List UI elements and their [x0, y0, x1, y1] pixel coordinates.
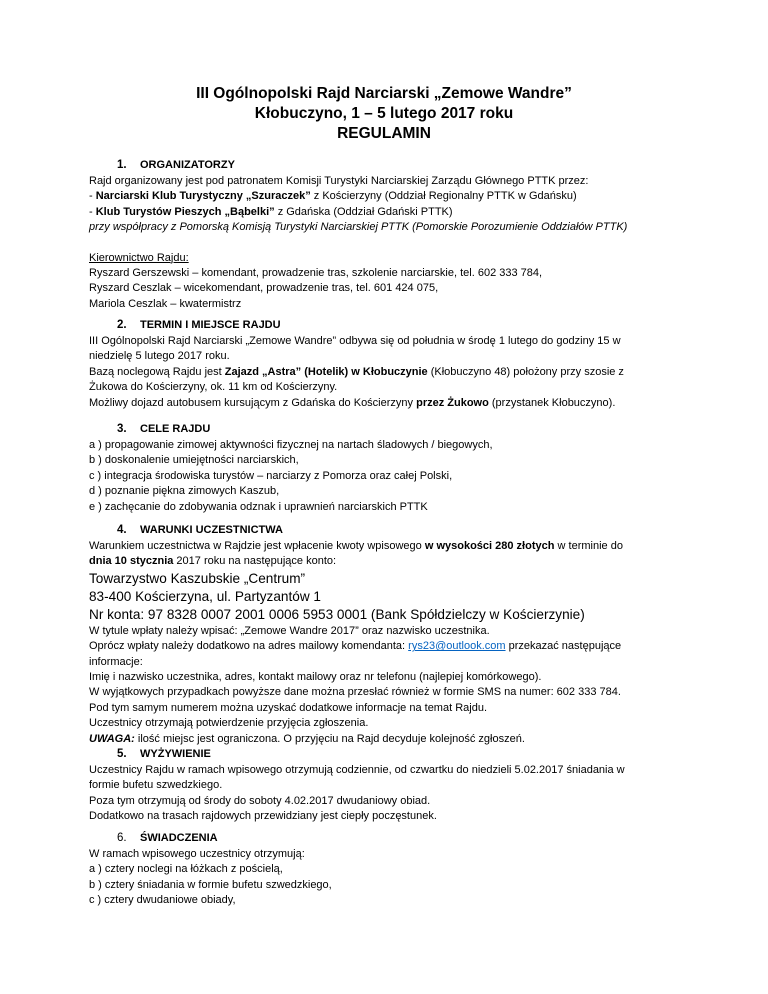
organizer-2: - Klub Turystów Pieszych „Bąbelki” z Gdańska (Oddział Gdański PTTK)	[89, 205, 453, 218]
organizer-1: - Narciarski Klub Turystyczny „Szuraczek” z Kościerzyny (Oddział Regionalny PTTK w Gdańsku)	[89, 190, 577, 203]
list-item: a ) propagowanie zimowej aktywności fizycznej na nartach śladowych / biegowych,	[89, 439, 493, 451]
list-item: c ) integracja środowiska turystów – narciarzy z Pomorza oraz całej Polski,	[89, 469, 453, 482]
paragraph: dnia 10 stycznia 2017 roku na następujące konto:	[89, 555, 337, 568]
management-line: Ryszard Ceszlak – wicekomendant, prowadzenie tras, tel. 601 424 075,	[89, 282, 439, 295]
title-line-2: Kłobuczyno, 1 – 5 lutego 2017 roku	[254, 105, 514, 122]
section-heading	[89, 316, 689, 334]
email-link[interactable]: rys23@outlook.com	[408, 640, 506, 653]
paragraph: Żukowa do Kościerzyny, ok. 11 km od Kościerzyny.	[89, 381, 338, 394]
section-heading	[89, 156, 689, 174]
list-item: e ) zachęcanie do zdobywania odznak i uprawnień narciarskich PTTK	[89, 500, 428, 513]
section-number: 1.	[117, 159, 127, 171]
paragraph: formie bufetu szwedzkiego.	[89, 779, 223, 792]
paragraph: W tytule wpłaty należy wpisać: „Zemowe Wandre 2017” oraz nazwisko uczestnika.	[89, 624, 490, 637]
section-number: 5.	[117, 748, 127, 760]
paragraph: informacje:	[89, 655, 143, 668]
paragraph: Rajd organizowany jest pod patronatem Komisji Turystyki Narciarskiej Zarządu Głównego PTTK przez:	[89, 175, 589, 187]
section-title: ORGANIZATORZY	[140, 159, 235, 171]
cooperation-note: przy współpracy z Pomorską Komisją Turystyki Narciarskiej PTTK (Pomorskie Porozumienie Oddziałów PTTK)	[89, 221, 628, 234]
list-item: b ) cztery śniadania w formie bufetu szwedzkiego,	[89, 878, 332, 891]
section-title: WYŻYWIENIE	[140, 748, 211, 760]
document-title	[0, 84, 768, 144]
paragraph: W ramach wpisowego uczestnicy otrzymują:	[89, 848, 305, 860]
section-meals	[89, 745, 689, 825]
list-item: c ) cztery dwudaniowe obiady,	[89, 894, 236, 907]
section-number: 4.	[117, 524, 127, 536]
paragraph: III Ogólnopolski Rajd Narciarski „Zemowe Wandre” odbywa się od południa w środę 1 lutego do godziny 15 w	[89, 335, 621, 347]
section-title: TERMIN I MIEJSCE RAJDU	[140, 319, 281, 331]
section-title: ŚWIADCZENIA	[140, 832, 218, 844]
paragraph: Imię i nazwisko uczestnika, adres, kontakt mailowy oraz nr telefonu (najlepiej komórkowego).	[89, 671, 542, 684]
paragraph: Warunkiem uczestnictwa w Rajdzie jest wpłacenie kwoty wpisowego w wysokości 280 złotych w terminie do	[89, 540, 623, 552]
section-title: CELE RAJDU	[140, 423, 211, 435]
management-heading: Kierownictwo Rajdu:	[89, 251, 189, 264]
section-benefits	[89, 829, 689, 909]
section-participation	[89, 521, 689, 747]
section-number: 3.	[117, 423, 127, 435]
paragraph: niedzielę 5 lutego 2017 roku.	[89, 350, 230, 363]
section-number: 6.	[117, 832, 127, 844]
section-title: WARUNKI UCZESTNICTWA	[140, 524, 283, 536]
title-line-3: REGULAMIN	[337, 125, 431, 142]
paragraph: Możliwy dojazd autobusem kursującym z Gdańska do Kościerzyny przez Żukowo (przystanek Kłobuczyno).	[89, 396, 616, 409]
paragraph: Poza tym otrzymują od środy do soboty 4.02.2017 dwudaniowy obiad.	[89, 794, 431, 807]
list-item: a ) cztery noclegi na łóżkach z pościelą,	[89, 863, 283, 876]
section-heading	[89, 420, 689, 438]
section-heading	[89, 521, 689, 539]
management-line: Mariola Ceszlak – kwatermistrz	[89, 297, 242, 310]
paragraph: Pod tym samym numerem można uzyskać dodatkowe informacje na temat Rajdu.	[89, 701, 487, 714]
section-goals	[89, 420, 689, 515]
title-line-1: III Ogólnopolski Rajd Narciarski „Zemowe Wandre”	[196, 85, 572, 102]
section-heading	[89, 829, 689, 847]
paragraph: Bazą noclegową Rajdu jest Zajazd „Astra” (Hotelik) w Kłobuczynie (Kłobuczyno 48) położony przy szosie z	[89, 365, 624, 378]
bank-address: 83-400 Kościerzyna, ul. Partyzantów 1	[89, 588, 321, 604]
section-date-place	[89, 316, 689, 411]
section-number: 2.	[117, 319, 127, 331]
paragraph: Oprócz wpłaty należy dodatkowo na adres mailowy komendanta: rys23@outlook.com przekazać następujące	[89, 640, 622, 653]
list-item: b ) doskonalenie umiejętności narciarskich,	[89, 454, 299, 467]
management-line: Ryszard Gerszewski – komendant, prowadzenie tras, szkolenie narciarskie, tel. 602 333 784,	[89, 267, 543, 280]
section-organizers	[89, 156, 689, 312]
paragraph: Uczestnicy Rajdu w ramach wpisowego otrzymują codziennie, od czwartku do niedzieli 5.02.2017 śniadania w	[89, 764, 625, 776]
section-heading	[89, 745, 689, 763]
list-item: d ) poznanie piękna zimowych Kaszub,	[89, 485, 280, 498]
paragraph: Uczestnicy otrzymają potwierdzenie przyjęcia zgłoszenia.	[89, 717, 369, 730]
paragraph: Dodatkowo na trasach rajdowych przewidziany jest ciepły poczęstunek.	[89, 810, 437, 823]
bank-name: Towarzystwo Kaszubskie „Centrum”	[89, 570, 306, 586]
warning-note: UWAGA: ilość miejsc jest ograniczona. O przyjęciu na Rajd decyduje kolejność zgłoszeń.	[89, 732, 525, 745]
paragraph: W wyjątkowych przypadkach powyższe dane można przesłać również w formie SMS na numer: 602 333 784.	[89, 686, 621, 699]
bank-account: Nr konta: 97 8328 0007 2001 0006 5953 0001 (Bank Spółdzielczy w Kościerzynie)	[89, 606, 585, 622]
